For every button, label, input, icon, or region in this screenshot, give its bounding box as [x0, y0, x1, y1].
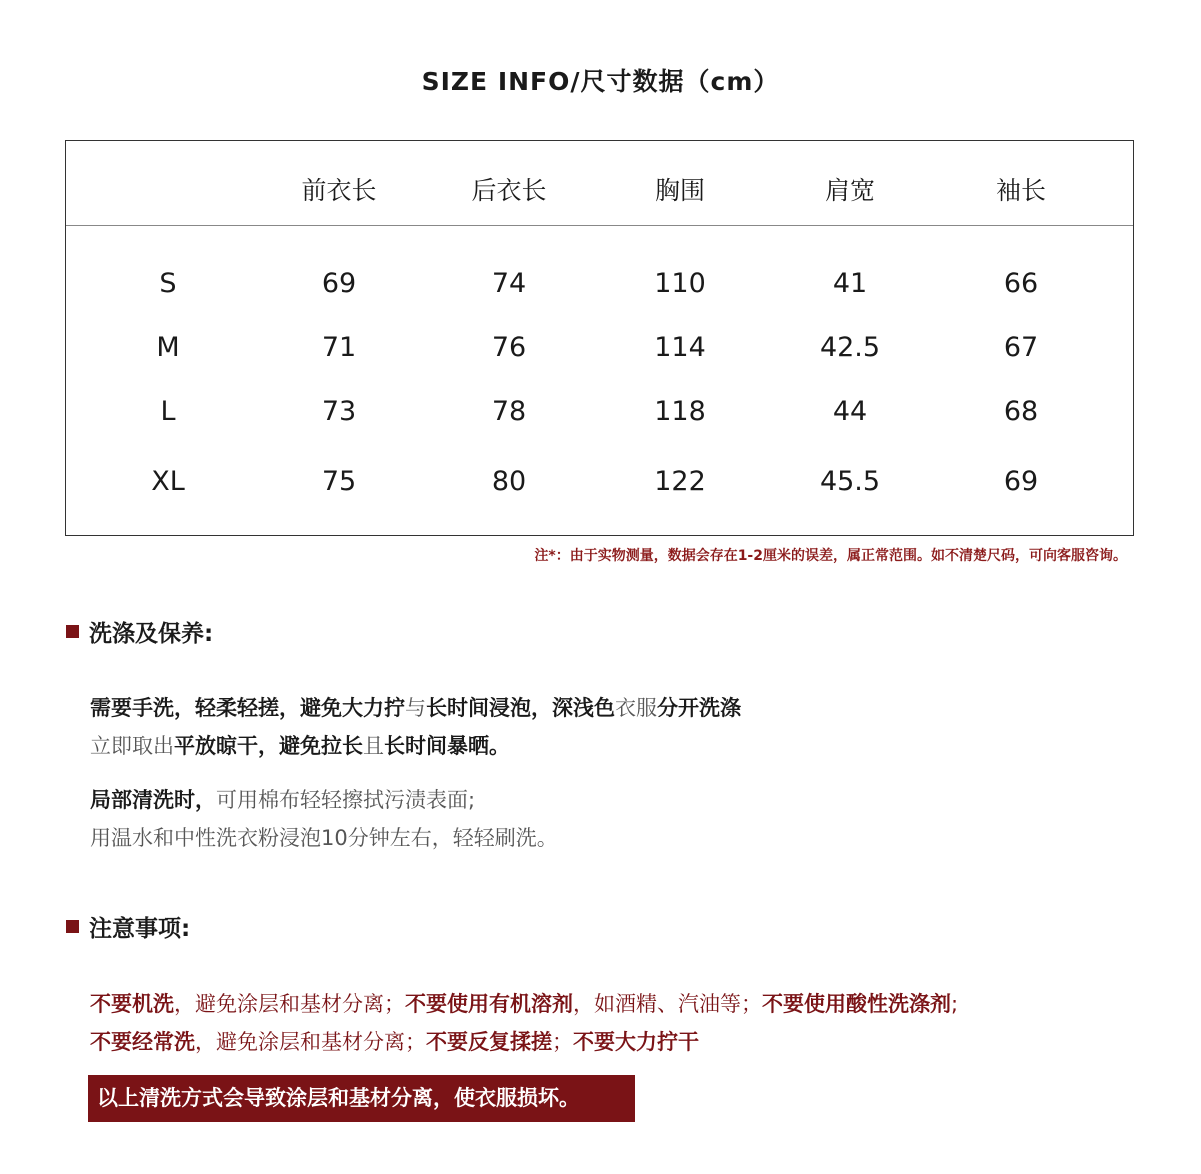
table-cell: 42.5 — [819, 332, 881, 363]
text-span: 不要使用酸性洗涤剂 — [762, 992, 951, 1016]
table-cell: 41 — [832, 268, 868, 299]
text-span: 平放晾干，避免拉长 — [174, 734, 363, 758]
text-span: 不要经常洗 — [90, 1030, 195, 1054]
text-span: 分开洗涤 — [657, 696, 741, 720]
text-span: ，如酒精、汽油等； — [573, 992, 762, 1016]
text-span: 局部清洗时， — [90, 788, 216, 812]
table-cell: 69 — [1003, 466, 1039, 497]
text-span: 不要机洗 — [90, 992, 174, 1016]
header-chest: 胸围 — [654, 176, 705, 205]
text-span: 不要反复揉搓 — [426, 1030, 552, 1054]
table-cell: 75 — [321, 466, 357, 497]
warning-banner: 以上清洗方式会导致涂层和基材分离，使衣服损坏。 — [88, 1075, 635, 1122]
table-cell: 71 — [321, 332, 357, 363]
header-sleeve: 袖长 — [995, 176, 1046, 205]
table-cell: 66 — [1003, 268, 1039, 299]
header-front-length: 前衣长 — [301, 176, 377, 205]
text-span: 不要使用有机溶剂 — [405, 992, 573, 1016]
table-cell: 122 — [654, 466, 706, 497]
table-cell: 74 — [491, 268, 527, 299]
washing-line-3 — [90, 781, 475, 819]
washing-heading — [66, 615, 213, 648]
table-cell: 78 — [491, 396, 527, 427]
notice-line-1 — [90, 985, 958, 1023]
notice-heading-text: 注意事项: — [89, 916, 191, 942]
table-cell: 76 — [491, 332, 527, 363]
table-cell: 68 — [1003, 396, 1039, 427]
text-span: 立即取出 — [90, 734, 174, 758]
text-span: 长时间浸泡，深浅色 — [426, 696, 615, 720]
table-cell: 69 — [321, 268, 357, 299]
notice-heading — [66, 910, 190, 943]
table-cell: 114 — [654, 332, 706, 363]
size-label: M — [156, 332, 180, 363]
size-label: L — [160, 396, 176, 427]
size-label: S — [159, 268, 177, 299]
size-table — [65, 140, 1134, 536]
text-span: 衣服 — [615, 696, 657, 720]
table-cell: 73 — [321, 396, 357, 427]
notice-line-2 — [90, 1023, 699, 1061]
size-label: XL — [151, 466, 185, 497]
text-span: 不要大力拧干 — [573, 1030, 699, 1054]
square-bullet-icon — [66, 625, 79, 638]
washing-line-4: 用温水和中性洗衣粉浸泡10分钟左右，轻轻刷洗。 — [90, 826, 558, 850]
square-bullet-icon — [66, 920, 79, 933]
text-span: ，避免涂层和基材分离； — [195, 1030, 426, 1054]
text-span: 长时间暴晒。 — [384, 734, 510, 758]
table-cell: 67 — [1003, 332, 1039, 363]
text-span: 且 — [363, 734, 384, 758]
table-cell: 45.5 — [819, 466, 881, 497]
header-back-length: 后衣长 — [471, 176, 547, 205]
washing-line-1 — [90, 689, 741, 727]
table-cell: 110 — [654, 268, 706, 299]
washing-line-2 — [90, 727, 510, 765]
table-cell: 118 — [654, 396, 706, 427]
table-cell: 80 — [491, 466, 527, 497]
text-span: ; — [951, 992, 959, 1016]
text-span: ，避免涂层和基材分离； — [174, 992, 405, 1016]
page-title: SIZE INFO/尺寸数据（cm） — [421, 67, 780, 96]
washing-heading-text: 洗涤及保养: — [89, 621, 214, 647]
table-cell: 44 — [832, 396, 868, 427]
text-span: ； — [552, 1030, 573, 1054]
text-span: 可用棉布轻轻擦拭污渍表面; — [216, 788, 476, 812]
header-shoulder: 肩宽 — [824, 176, 875, 205]
table-header — [66, 141, 1133, 226]
measurement-note: 注*：由于实物测量，数据会存在1-2厘米的误差，属正常范围。如不清楚尺码，可向客服咨询。 — [534, 548, 1127, 564]
text-span: 与 — [405, 696, 426, 720]
text-span: 需要手洗，轻柔轻搓，避免大力拧 — [90, 696, 405, 720]
